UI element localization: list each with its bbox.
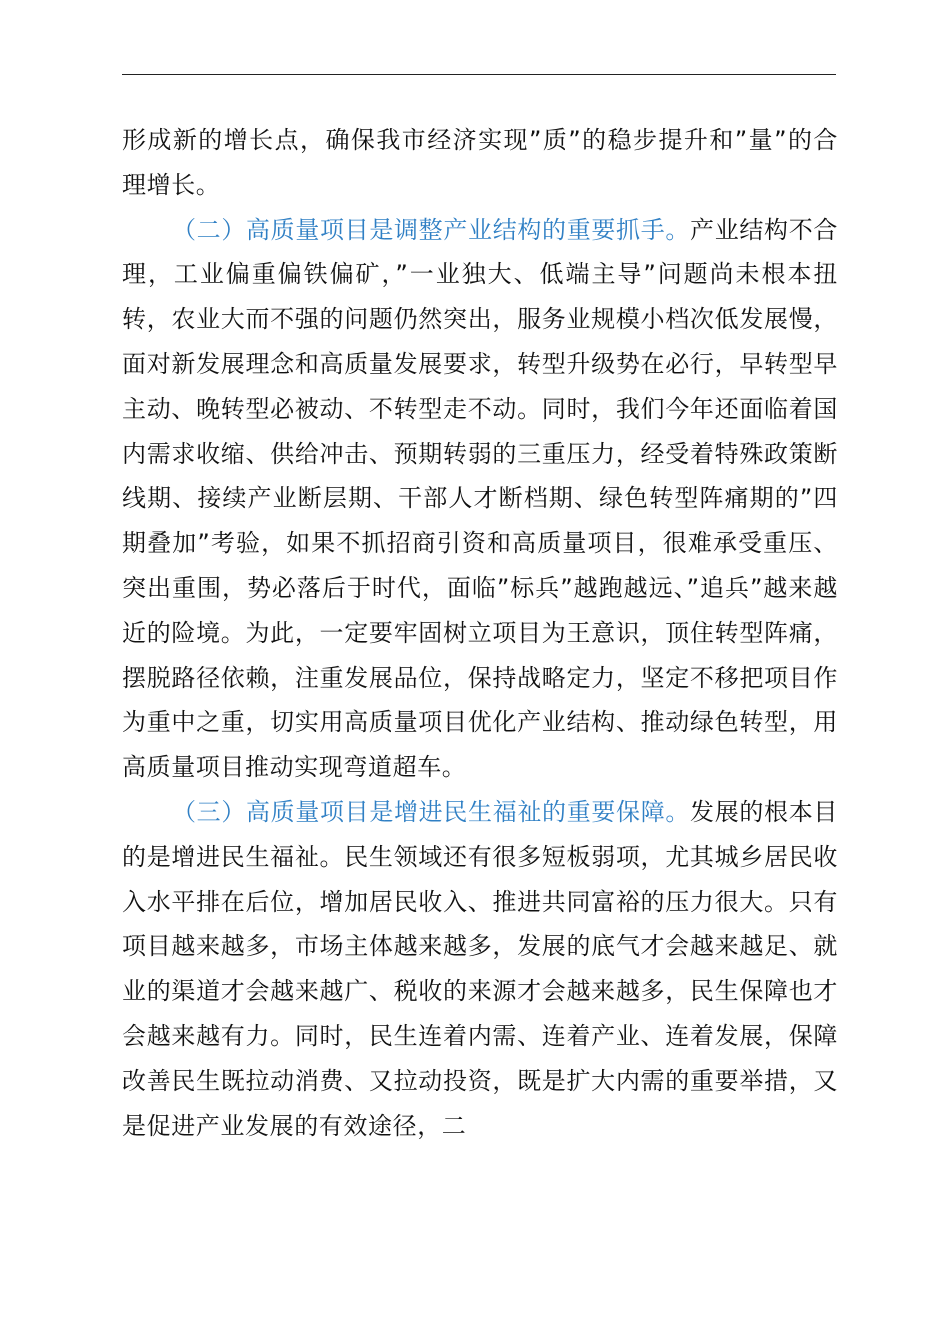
header-rule <box>122 74 836 75</box>
paragraph-continuation <box>122 118 838 208</box>
paragraph-text: 发展的根本目的是增进民生福祉。民生领域还有很多短板弱项，尤其城乡居民收入水平排在后位，增加居民收入、推进共同富裕的压力很大。只有项目越来越多，市场主体越来越多，发展的底气才会越来越足、就业的渠道才会越来越广、税收的来源才会越来越多，民生保障也才会越来越有力。同时，民生连着内需、连着产业、连着发展，保障改善民生既拉动消费、又拉动投资，既是扩大内需的重要举措，又是促进产业发展的有效途径，二 <box>122 797 838 1140</box>
section-heading-three: （三）高质量项目是增进民生福祉的重要保障。 <box>172 797 691 826</box>
section-heading-two: （二）高质量项目是调整产业结构的重要抓手。 <box>172 215 691 244</box>
paragraph-text: 形成新的增长点，确保我市经济实现”质”的稳步提升和”量”的合理增长。 <box>122 126 838 199</box>
paragraph-livelihood <box>122 790 838 1148</box>
paragraph-text: 产业结构不合理，工业偏重偏铁偏矿，”一业独大、低端主导”问题尚未根本扭转，农业大而不强的问题仍然突出，服务业规模小档次低发展慢，面对新发展理念和高质量发展要求，转型升级势在必行，早转型早主动、晚转型必被动、不转型走不动。同时，我们今年还面临着国内需求收缩、供给冲击、预期转弱的三重压力，经受着特殊政策断线期、接续产业断层期、干部人才断档期、绿色转型阵痛期的”四期叠加”考验，如果不抓招商引资和高质量项目，很难承受重压、突出重围，势必落后于时代，面临”标兵”越跑越远、”追兵”越来越近的险境。为此，一定要牢固树立项目为王意识，顶住转型阵痛，摆脱路径依赖，注重发展品位，保持战略定力，坚定不移把项目作为重中之重，切实用高质量项目优化产业结构、推动绿色转型，用高质量项目推动实现弯道超车。 <box>122 215 838 782</box>
paragraph-industry-structure <box>122 208 838 790</box>
document-body <box>122 118 838 1148</box>
